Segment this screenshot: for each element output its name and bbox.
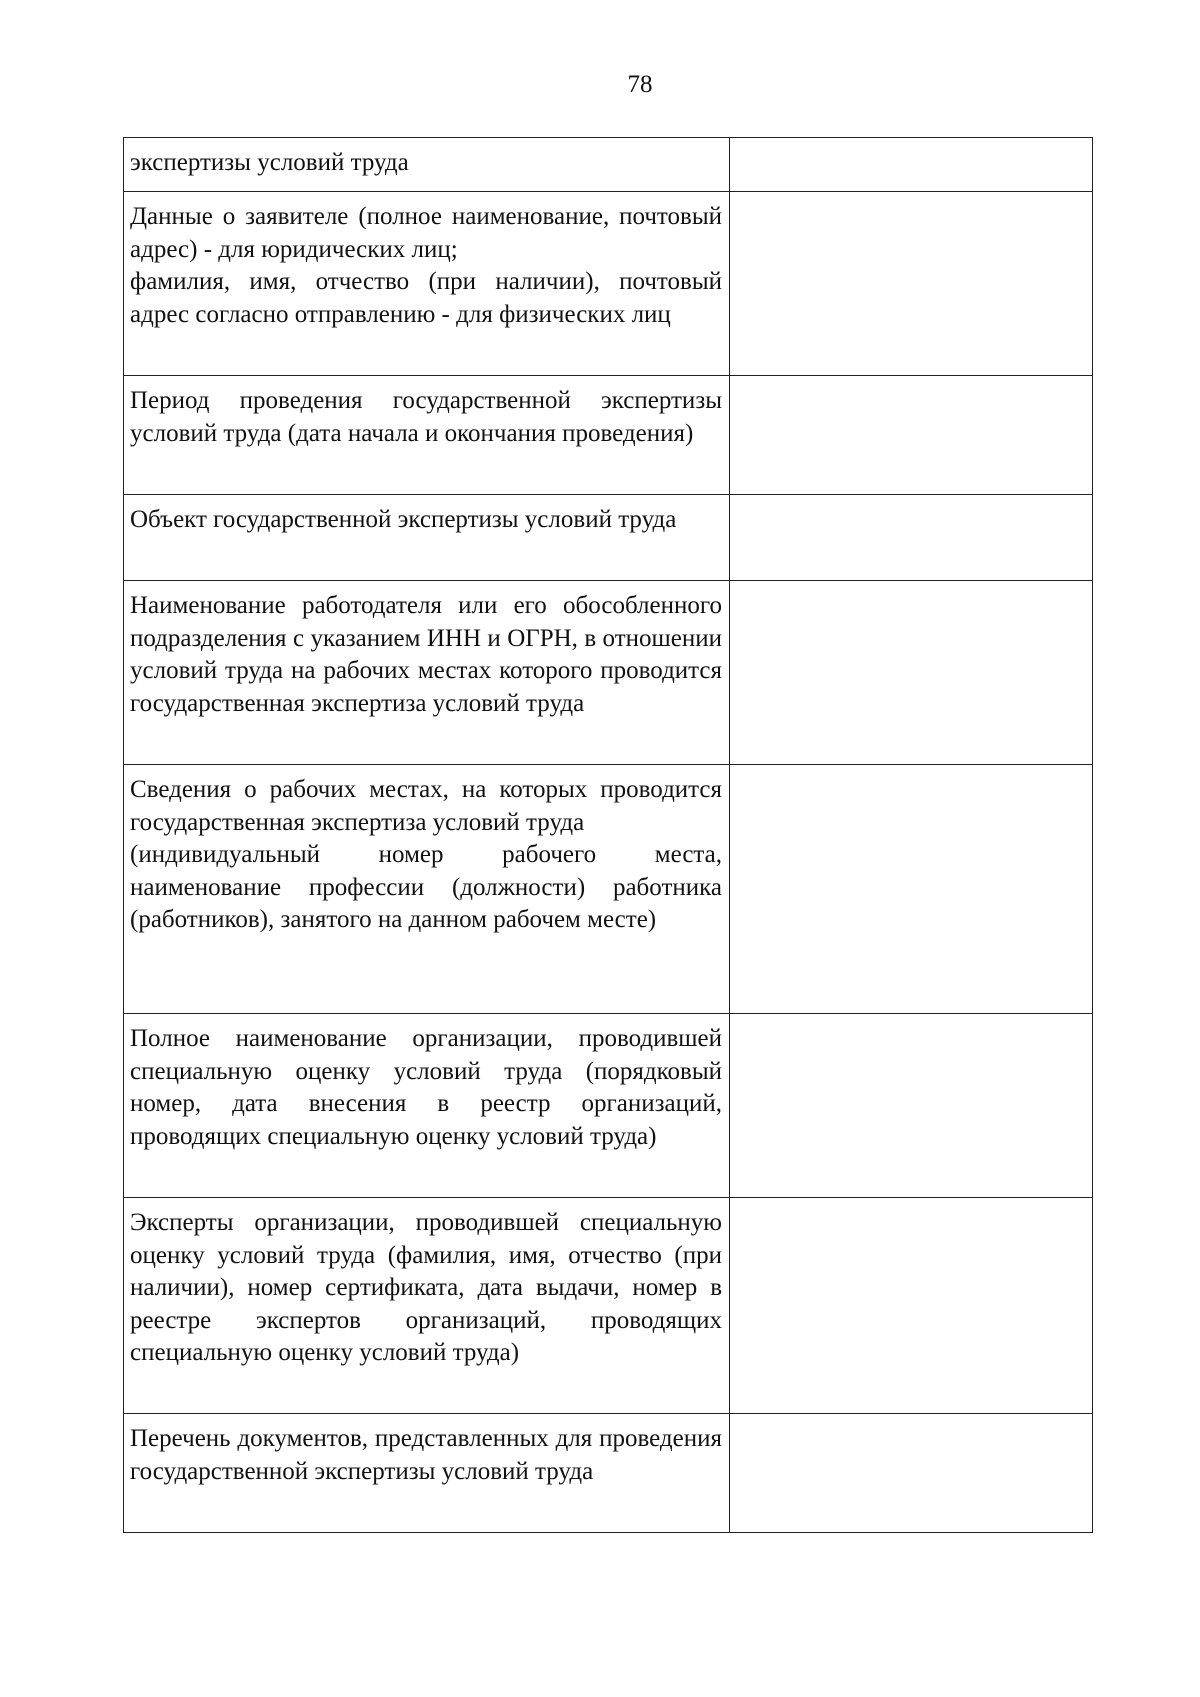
table-row (124, 1414, 1093, 1533)
row-value-cell[interactable] (730, 1198, 1093, 1414)
row-value-cell[interactable] (730, 495, 1093, 581)
row-label-cell (124, 1014, 730, 1198)
form-table (123, 137, 1093, 1533)
row-label-text: Период проведения государственной экспертизы условий труда (дата начала и окончания проведения) (130, 387, 722, 447)
table-row (124, 376, 1093, 495)
row-label-text: Полное наименование организации, проводившей специальную оценку условий труда (порядковый номер, дата внесения в реестр организаций, проводящих специальную оценку условий труда) (130, 1025, 722, 1150)
table-row (124, 192, 1093, 376)
row-value-cell[interactable] (730, 581, 1093, 765)
row-label-cell (124, 138, 730, 192)
table-row (124, 1198, 1093, 1414)
row-label-text: Наименование работодателя или его обособленного подразделения с указанием ИНН и ОГРН, в отношении условий труда на рабочих местах которого проводится государственная экспертиза условий труда (130, 592, 722, 717)
row-value-cell[interactable] (730, 376, 1093, 495)
row-label-cell (124, 581, 730, 765)
row-value-cell[interactable] (730, 192, 1093, 376)
form-table-body (124, 138, 1093, 1533)
table-row (124, 138, 1093, 192)
row-value-cell[interactable] (730, 1014, 1093, 1198)
row-label-cell (124, 1414, 730, 1533)
row-label-text: Перечень документов, представленных для проведения государственной экспертизы условий труда (130, 1425, 722, 1485)
row-value-cell[interactable] (730, 765, 1093, 1014)
row-label-text: Данные о заявителе (полное наименование, почтовый адрес) - для юридических лиц; фамилия, имя, отчество (при наличии), почтовый адрес согласно отправлению - для физических лиц (130, 203, 722, 328)
row-label-cell (124, 376, 730, 495)
row-label-cell (124, 1198, 730, 1414)
table-row (124, 765, 1093, 1014)
row-value-cell[interactable] (730, 138, 1093, 192)
row-label-cell (124, 495, 730, 581)
row-value-cell[interactable] (730, 1414, 1093, 1533)
table-row (124, 495, 1093, 581)
row-label-cell (124, 765, 730, 1014)
table-row (124, 1014, 1093, 1198)
row-label-cell (124, 192, 730, 376)
row-label-text: Сведения о рабочих местах, на которых проводится государственная экспертиза условий труда (индивидуальный номер рабочего места, наименование профессии (должности) работника (работников), занятого на данном рабочем месте) (130, 776, 722, 933)
table-row (124, 581, 1093, 765)
row-label-text: Объект государственной экспертизы условий труда (130, 506, 677, 533)
row-label-text: экспертизы условий труда (130, 149, 409, 176)
row-label-text: Эксперты организации, проводившей специальную оценку условий труда (фамилия, имя, отчество (при наличии), номер сертификата, дата выдачи, номер в реестре экспертов организаций, проводящих специальную оценку условий труда) (130, 1209, 722, 1366)
page-number: 78 (627, 71, 653, 98)
